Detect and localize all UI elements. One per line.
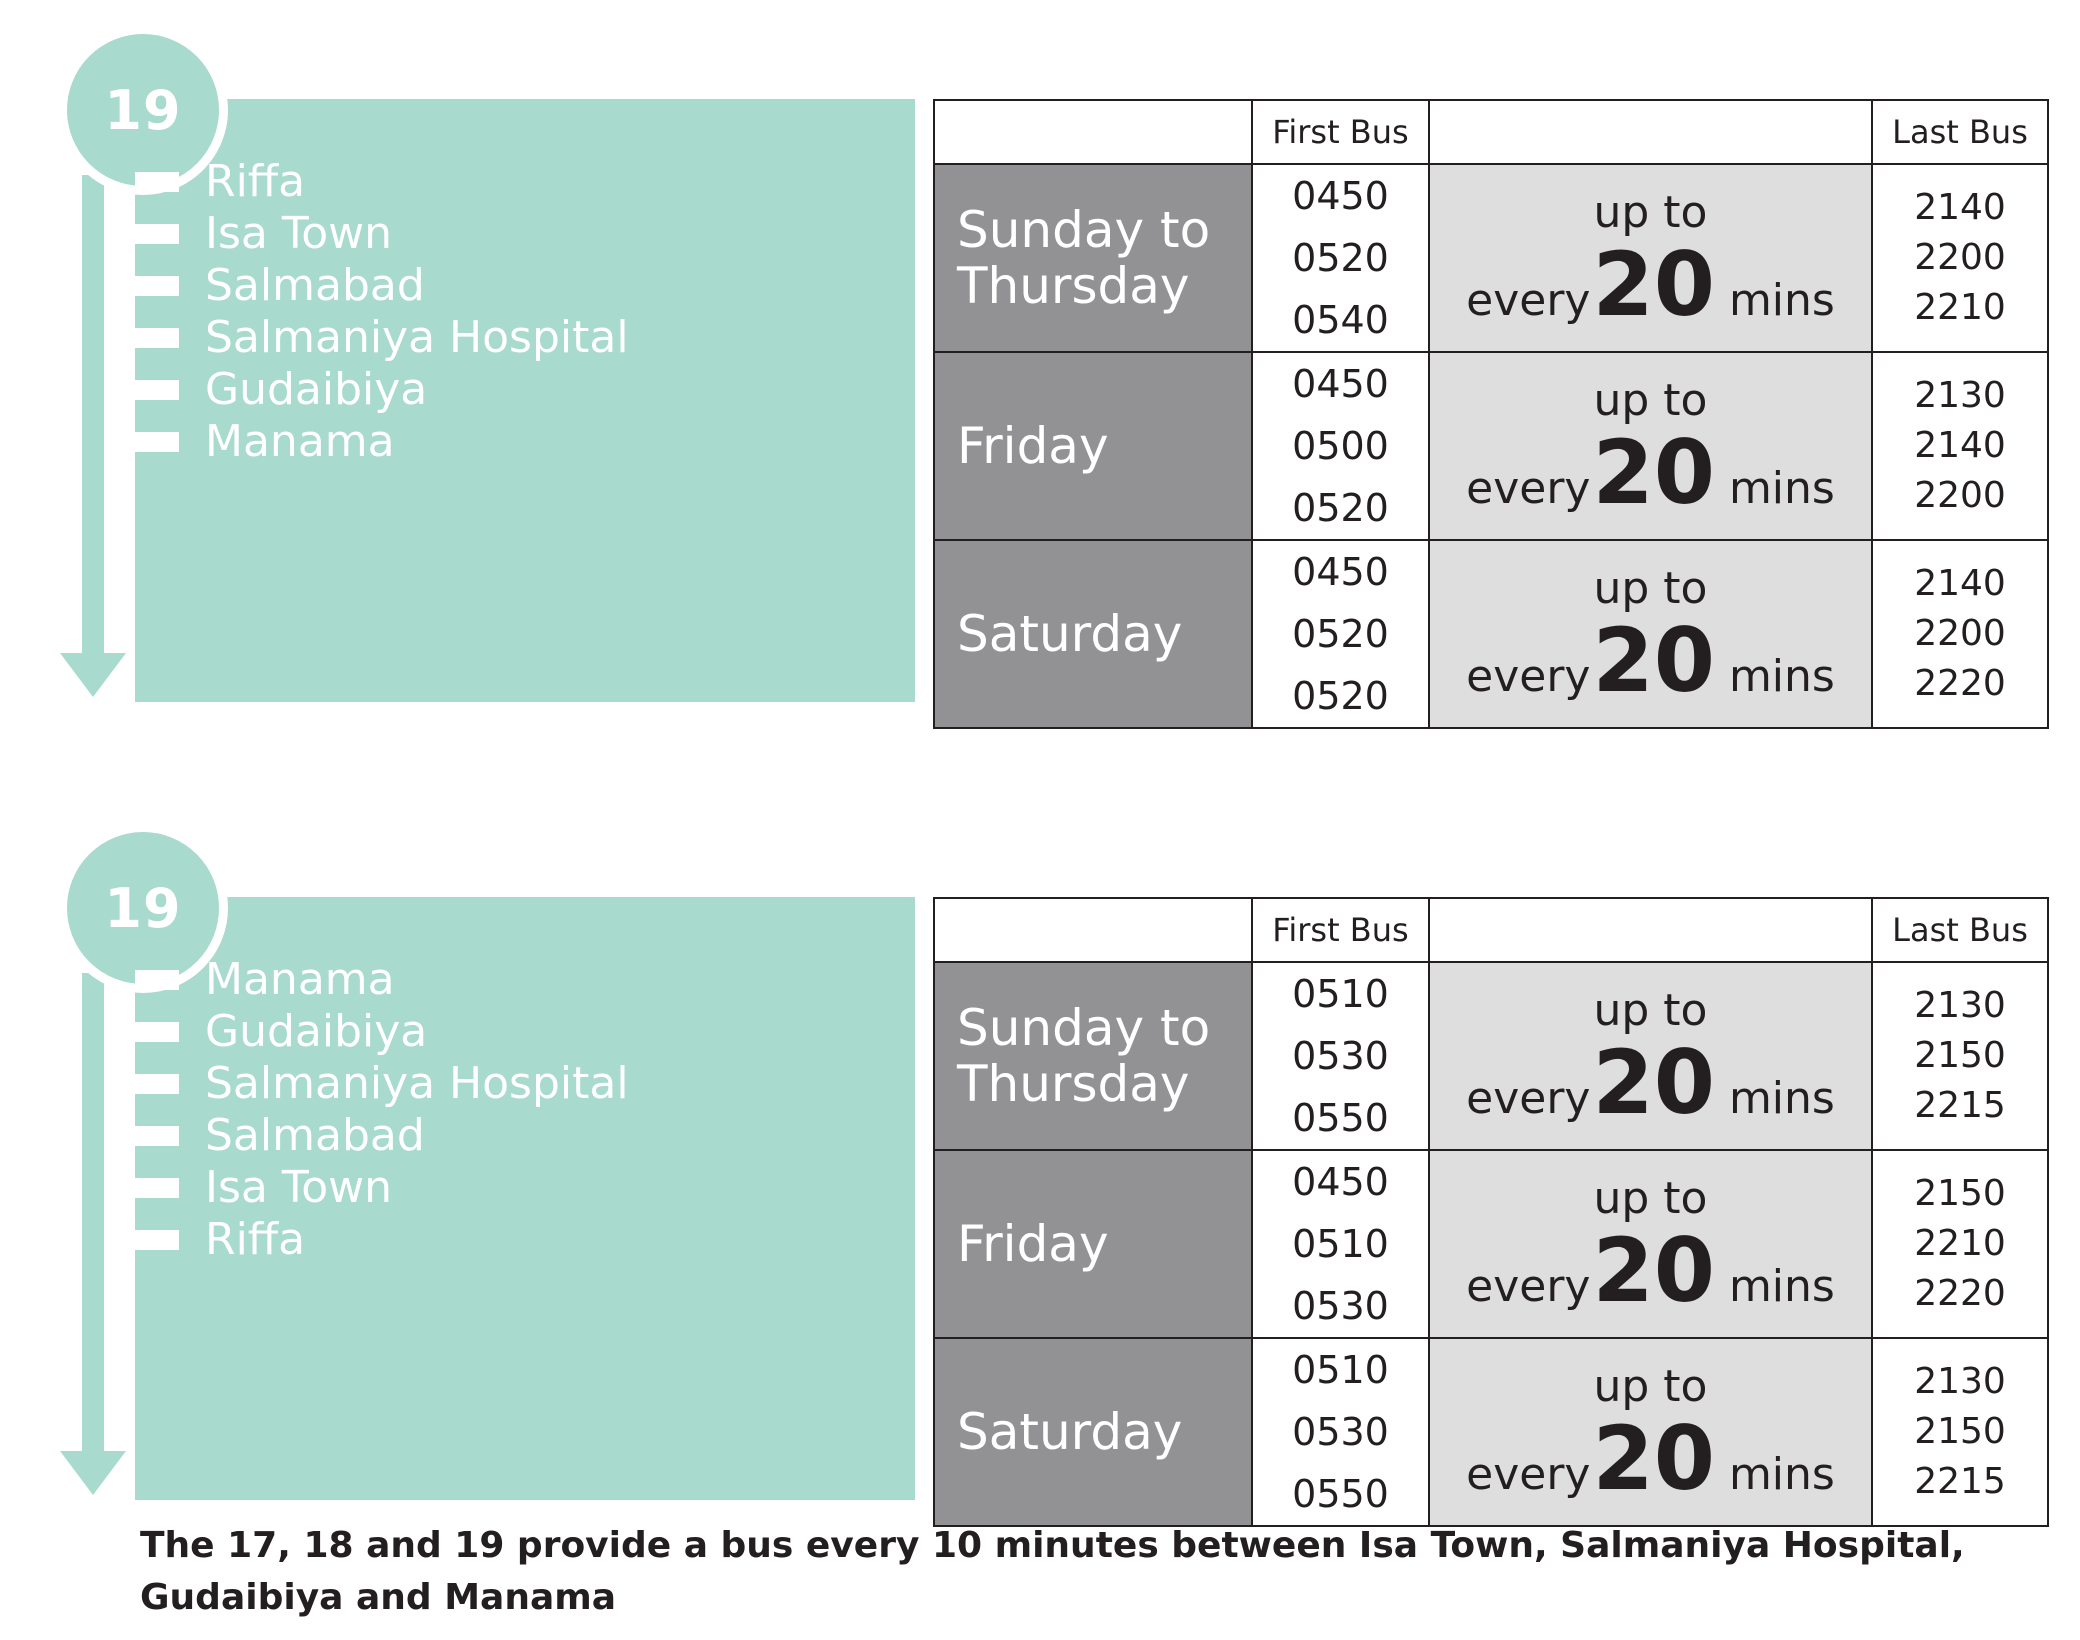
stop-name: Salmabad (205, 260, 425, 311)
stop-name: Gudaibiya (205, 364, 428, 415)
frequency-cell (1429, 1150, 1872, 1338)
every-word: every (1466, 1261, 1591, 1312)
first-bus-time: 0510 (1292, 1222, 1389, 1266)
last-bus-time: 2130 (1914, 375, 2006, 416)
stop-name: Manama (205, 954, 395, 1005)
timetable (933, 897, 2049, 1527)
first-bus-time: 0520 (1292, 612, 1389, 656)
last-bus-time: 2140 (1914, 563, 2006, 604)
frequency-cell (1429, 352, 1872, 540)
timetable-row (934, 540, 2048, 728)
frequency-up-to: up to (1593, 375, 1708, 426)
first-bus-times (1252, 962, 1429, 1150)
first-bus-time: 0550 (1292, 1096, 1389, 1140)
frequency-up-to: up to (1593, 985, 1708, 1036)
first-bus-times (1252, 1150, 1429, 1338)
last-bus-time: 2210 (1914, 287, 2006, 328)
last-bus-time: 2200 (1914, 237, 2006, 278)
route-number-badge (58, 25, 228, 195)
stop-name: Riffa (205, 1214, 306, 1265)
frequency-every (1430, 421, 1871, 524)
first-bus-times (1252, 1338, 1429, 1526)
timetable-header-row (934, 898, 2048, 962)
stop-marker (135, 224, 179, 244)
last-bus-time: 2215 (1914, 1461, 2006, 1502)
every-word: every (1466, 651, 1591, 702)
first-bus-time: 0500 (1292, 424, 1389, 468)
last-bus-times (1872, 1150, 2048, 1338)
day-label: Sunday to Thursday (934, 164, 1252, 352)
last-bus-time: 2215 (1914, 1085, 2006, 1126)
frequency-minutes: 20 (1592, 1031, 1715, 1134)
first-bus-time: 0540 (1292, 298, 1389, 342)
last-bus-times (1872, 1338, 2048, 1526)
frequency-minutes: 20 (1592, 1219, 1715, 1322)
stop-marker (135, 1074, 179, 1094)
stop-marker (135, 1178, 179, 1198)
last-bus-time: 2130 (1914, 1361, 2006, 1402)
stop-name: Salmaniya Hospital (205, 1058, 629, 1109)
route-line (82, 175, 104, 675)
mins-word: mins (1728, 463, 1835, 514)
first-bus-time: 0550 (1292, 1472, 1389, 1516)
stop-name: Manama (205, 416, 395, 467)
frequency-cell (1429, 164, 1872, 352)
stop-marker (135, 276, 179, 296)
stop-marker (135, 380, 179, 400)
first-bus-time: 0450 (1292, 1160, 1389, 1204)
route-number-badge (58, 823, 228, 993)
last-bus-time: 2210 (1914, 1223, 2006, 1264)
first-bus-time: 0530 (1292, 1034, 1389, 1078)
stop-marker (135, 328, 179, 348)
stop-name: Salmaniya Hospital (205, 312, 629, 363)
first-bus-time: 0520 (1292, 236, 1389, 280)
day-label: Sunday to Thursday (934, 962, 1252, 1150)
stop-marker (135, 172, 179, 192)
frequency-up-to: up to (1593, 563, 1708, 614)
stop-marker (135, 1126, 179, 1146)
frequency-every (1430, 1407, 1871, 1510)
stop-name: Riffa (205, 156, 306, 207)
frequency-up-to: up to (1593, 1361, 1708, 1412)
first-bus-times (1252, 540, 1429, 728)
first-bus-time: 0520 (1292, 674, 1389, 718)
stop-marker (135, 1022, 179, 1042)
footnote: The 17, 18 and 19 provide a bus every 10 minutes between Isa Town, Salmaniya Hospital, Gudaibiya and Manama (140, 1525, 1965, 1618)
mins-word: mins (1728, 1261, 1835, 1312)
day-label: Saturday (934, 540, 1252, 728)
first-bus-header: First Bus (1252, 898, 1429, 962)
first-bus-times (1252, 164, 1429, 352)
timetable-row (934, 1150, 2048, 1338)
last-bus-time: 2220 (1914, 1273, 2006, 1314)
stop-marker (135, 970, 179, 990)
every-word: every (1466, 275, 1591, 326)
frequency-every (1430, 1219, 1871, 1322)
last-bus-time: 2140 (1914, 425, 2006, 466)
last-bus-time: 2200 (1914, 475, 2006, 516)
last-bus-time: 2150 (1914, 1035, 2006, 1076)
day-label: Friday (934, 352, 1252, 540)
frequency-every (1430, 609, 1871, 712)
direction-arrow-icon (60, 653, 126, 697)
last-bus-time: 2130 (1914, 985, 2006, 1026)
frequency-minutes: 20 (1592, 1407, 1715, 1510)
first-bus-time: 0510 (1292, 972, 1389, 1016)
mins-word: mins (1728, 275, 1835, 326)
last-bus-times (1872, 962, 2048, 1150)
timetable-section-2 (0, 823, 2080, 1516)
first-bus-times (1252, 352, 1429, 540)
day-label: Friday (934, 1150, 1252, 1338)
frequency-cell (1429, 1338, 1872, 1526)
first-bus-time: 0520 (1292, 486, 1389, 530)
stop-marker (135, 1230, 179, 1250)
mins-word: mins (1728, 1449, 1835, 1500)
last-bus-header: Last Bus (1872, 898, 2048, 962)
frequency-every (1430, 1031, 1871, 1134)
stop-name: Isa Town (205, 208, 393, 259)
first-bus-time: 0450 (1292, 550, 1389, 594)
last-bus-time: 2150 (1914, 1411, 2006, 1452)
every-word: every (1466, 1449, 1591, 1500)
timetable-row (934, 352, 2048, 540)
first-bus-time: 0450 (1292, 362, 1389, 406)
frequency-up-to: up to (1593, 1173, 1708, 1224)
route-number: 19 (104, 876, 182, 940)
last-bus-time: 2150 (1914, 1173, 2006, 1214)
first-bus-time: 0450 (1292, 174, 1389, 218)
timetable-row (934, 164, 2048, 352)
mins-word: mins (1728, 1073, 1835, 1124)
every-word: every (1466, 463, 1591, 514)
route-number: 19 (104, 78, 182, 142)
last-bus-time: 2220 (1914, 663, 2006, 704)
day-label: Saturday (934, 1338, 1252, 1526)
route-line (82, 973, 104, 1473)
every-word: every (1466, 1073, 1591, 1124)
timetable-row (934, 962, 2048, 1150)
first-bus-time: 0510 (1292, 1348, 1389, 1392)
stop-name: Salmabad (205, 1110, 425, 1161)
frequency-minutes: 20 (1592, 233, 1715, 336)
last-bus-times (1872, 164, 2048, 352)
last-bus-time: 2200 (1914, 613, 2006, 654)
frequency-minutes: 20 (1592, 421, 1715, 524)
frequency-minutes: 20 (1592, 609, 1715, 712)
timetable (933, 99, 2049, 729)
first-bus-time: 0530 (1292, 1410, 1389, 1454)
stop-name: Isa Town (205, 1162, 393, 1213)
timetable-section-1 (0, 25, 2080, 718)
stop-marker (135, 432, 179, 452)
timetable-header-row (934, 100, 2048, 164)
frequency-cell (1429, 962, 1872, 1150)
frequency-up-to: up to (1593, 187, 1708, 238)
last-bus-time: 2140 (1914, 187, 2006, 228)
direction-arrow-icon (60, 1451, 126, 1495)
first-bus-header: First Bus (1252, 100, 1429, 164)
frequency-every (1430, 233, 1871, 336)
last-bus-header: Last Bus (1872, 100, 2048, 164)
last-bus-times (1872, 540, 2048, 728)
frequency-cell (1429, 540, 1872, 728)
stop-name: Gudaibiya (205, 1006, 428, 1057)
first-bus-time: 0530 (1292, 1284, 1389, 1328)
last-bus-times (1872, 352, 2048, 540)
timetable-row (934, 1338, 2048, 1526)
mins-word: mins (1728, 651, 1835, 702)
